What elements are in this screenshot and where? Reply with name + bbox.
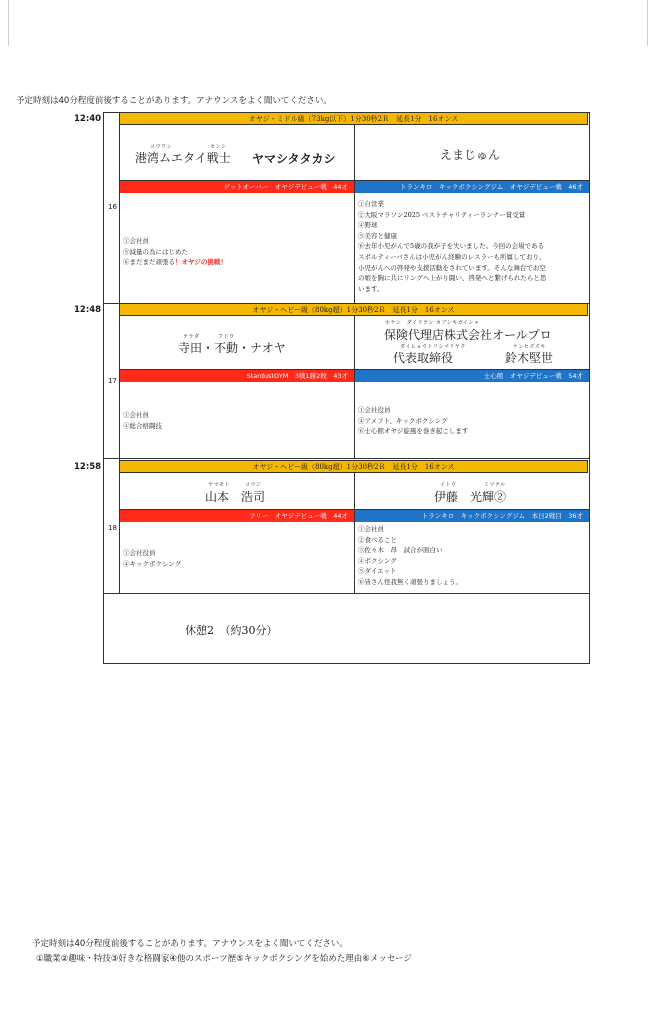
profile-line: ①会社役員: [123, 549, 156, 557]
profile-line: ②大阪マラソン2025 ベストチャリティーランナー賞受賞: [358, 210, 526, 219]
ruby-annotation: テラダ: [183, 334, 200, 340]
red-corner-bar: ゲットオーバー オヤジデビュー戦 44才: [120, 181, 354, 193]
schedule-table: [103, 112, 590, 664]
fighter-name-red: 山本 浩司: [205, 490, 266, 504]
fighter-name-red: 寺田・不動・ナオヤ: [178, 341, 286, 355]
corner-divider: [354, 473, 355, 593]
profile-line: ④野球: [358, 221, 378, 230]
ruby-annotation: ケンセズズキ: [513, 344, 546, 350]
time-label: 12:40: [74, 114, 102, 124]
break-label: 休憩2 （約30分）: [185, 624, 278, 637]
fighter-profile-blue: [358, 524, 462, 588]
corner-divider: [354, 316, 355, 458]
red-corner-bar: StardustGYM 3戦1勝2敗 43才: [120, 370, 354, 382]
profile-line: の娘を胸に共にリングへ上がり闘い、啓発へと繋げられたらと思: [358, 274, 547, 283]
profile-legend: ①職業②趣味・特技③好きな格闘家④他のスポーツ歴⑤キックボクシングを始めた理由⑥メッセージ: [36, 954, 412, 964]
blue-corner-bar: トランキロ キックボクシングジム オヤジデビュー戦 46才: [355, 181, 589, 193]
profile-line: ⑤減量の為にはじめた: [123, 247, 188, 256]
profile-line: ①会社員: [358, 525, 384, 533]
ruby-annotation: ヤマモト: [208, 482, 231, 488]
ruby-annotation: センシ: [210, 144, 227, 150]
ruby-annotation: イトウ: [440, 482, 457, 488]
fighter-name-blue-sub: 鈴木堅世: [505, 351, 554, 365]
fighter-profile-red: [123, 548, 181, 569]
profile-line: ④総合格闘技: [123, 421, 162, 430]
profile-line: スポルティーバさんは小児がん経験のレスラーも所属しており、: [358, 252, 546, 261]
profile-line: ①自営業: [358, 200, 384, 208]
profile-line: ②食べること: [358, 535, 397, 544]
profile-line: 小児がんへの啓発や支援活動をされています。そんな舞台でお空: [358, 263, 546, 272]
fighter-profile-red: [123, 410, 162, 431]
page-edge-left: [0, 0, 9, 46]
profile-line: ⑥まだまだ頑張る！オヤジの挑戦！: [123, 258, 227, 267]
fighter-name-red-sub: ヤマシタタカシ: [252, 152, 336, 166]
ruby-annotation: ミツテル: [484, 482, 506, 488]
fighter-name-blue: 保険代理店株式会社オールプロ: [384, 328, 552, 342]
bout-number: 18: [108, 524, 117, 532]
fighter-name-blue: 伊藤 光輝②: [434, 490, 507, 504]
profile-line: ⑥皆さん怪我無く頑張りましょう。: [358, 577, 462, 586]
blue-corner-bar: 士心館 オヤジデビュー戦 54才: [355, 370, 589, 382]
fighter-name-red: 港湾ムエタイ戦士: [135, 151, 231, 165]
ruby-annotation: ホケン ダイリテン カブシキガイシャ: [385, 320, 480, 326]
blue-corner-bar: トランキロ キックボクシングジム 本日2戦目 36才: [355, 510, 589, 522]
fighter-profile-red: [123, 236, 227, 268]
profile-line: います。: [358, 284, 384, 293]
profile-line: ④ボクシング: [358, 556, 397, 565]
fighter-name-blue: えまじゅん: [440, 148, 501, 162]
profile-line: ⑥士心館オヤジ旋風を巻き起こします: [358, 427, 469, 436]
fighter-profile-blue: [358, 405, 468, 437]
profile-line: ④アメフト、キックボクシング: [358, 416, 448, 425]
profile-line: ①会社員: [123, 237, 149, 245]
bout-number: 16: [108, 203, 117, 211]
profile-line: ④キックボクシング: [123, 559, 182, 568]
fighter-title-blue: 代表取締役: [393, 351, 454, 365]
profile-line: ⑤ダイエット: [358, 567, 397, 576]
row-divider: [103, 593, 590, 594]
schedule-note-top: 予定時刻は40分程度前後することがあります。アナウンスをよく聞いてください。: [16, 96, 332, 106]
ruby-annotation: ダイヒョウトリシマリヤク: [400, 344, 466, 350]
bout-number: 17: [108, 377, 117, 385]
red-corner-bar: フリー オヤジデビュー戦 44才: [120, 510, 354, 522]
match-header: オヤジ・ミドル級（73kg以下）1分30秒2Ｒ 延長1分 16オンス: [119, 112, 588, 125]
profile-line: ①会社役員: [358, 406, 391, 414]
ruby-annotation: フドウ: [218, 334, 235, 340]
match-header: オヤジ・ヘビー級（80kg超）1分30秒2Ｒ 延長1分 16オンス: [119, 303, 588, 316]
page-edge-right: [647, 0, 656, 46]
profile-line: ⑥去年小児がんで5歳の我が子を失いました。今回の会場である: [358, 242, 545, 251]
match-header: オヤジ・ヘビー級（80kg超）1分30秒2Ｒ 延長1分 16オンス: [119, 460, 588, 473]
fighter-profile-blue: [358, 199, 546, 294]
ruby-annotation: コウジ: [245, 482, 262, 488]
profile-line: ①会社員: [123, 411, 149, 419]
corner-divider: [354, 125, 355, 303]
time-label: 12:58: [74, 462, 102, 472]
profile-line: ③佐々木 昂 試合が面白い: [358, 546, 443, 555]
row-divider: [103, 458, 590, 459]
ruby-annotation: コウワン: [150, 144, 173, 150]
profile-line: ⑤美容と健康: [358, 231, 397, 240]
time-label: 12:48: [74, 305, 102, 315]
schedule-note-bottom: 予定時刻は40分程度前後することがあります。アナウンスをよく聞いてください。: [32, 939, 348, 949]
